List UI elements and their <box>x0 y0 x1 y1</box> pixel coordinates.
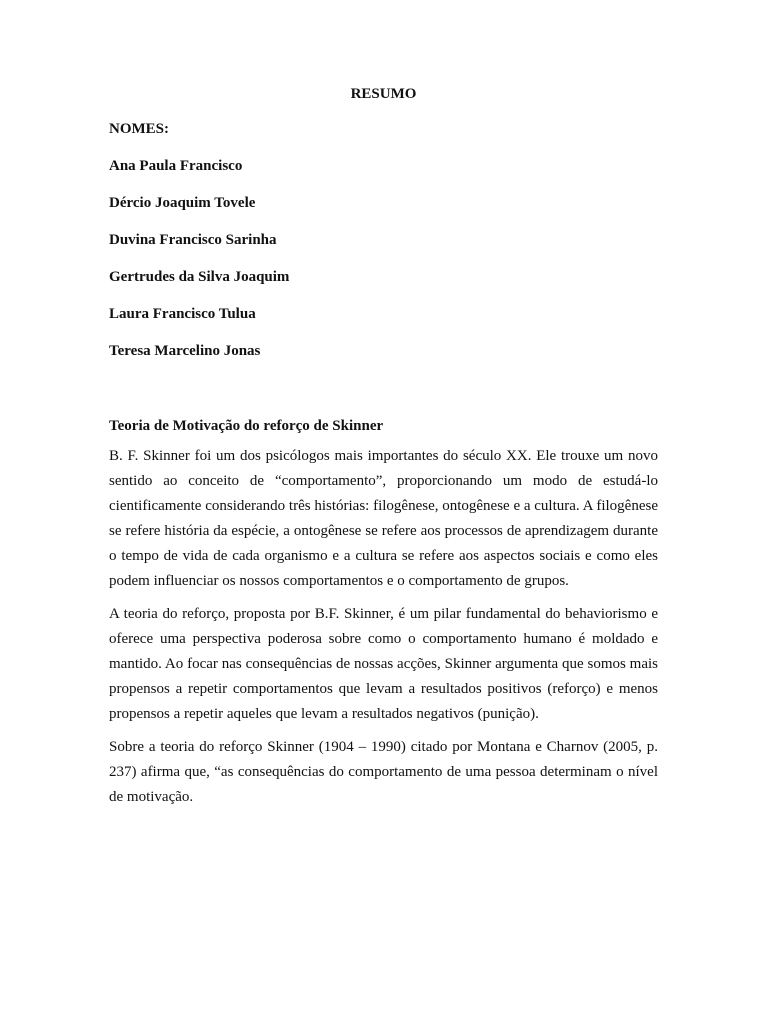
name-item: Gertrudes da Silva Joaquim <box>109 269 290 285</box>
name-item: Ana Paula Francisco <box>109 158 243 174</box>
document-page <box>109 84 658 818</box>
name-item: Teresa Marcelino Jonas <box>109 343 261 359</box>
name-item: Laura Francisco Tulua <box>109 306 256 322</box>
names-label: NOMES: <box>109 121 169 137</box>
section-heading: Teoria de Motivação do reforço de Skinner <box>109 418 384 434</box>
name-item: Dércio Joaquim Tovele <box>109 195 256 211</box>
document-title: RESUMO <box>350 86 417 102</box>
paragraph: A teoria do reforço, proposta por B.F. Skinner, é um pilar fundamental do behaviorismo e oferece uma perspectiva poderosa sobre como o comportamento humano é moldado e mantido. Ao focar nas consequências de nossas acções, Skinner argumenta que somos mais propensos a repetir comportamentos que levam a resultados positivos (reforço) e menos propensos a repetir aqueles que levam a resultados negativos (punição). <box>109 606 658 722</box>
name-item: Duvina Francisco Sarinha <box>109 232 277 248</box>
paragraph: B. F. Skinner foi um dos psicólogos mais importantes do século XX. Ele trouxe um novo sentido ao conceito de “comportamento”, proporcionando um modo de estudá-lo cientificamente considerando três histórias: filogênese, ontogênese e a cultura. A filogênese se refere história da espécie, a ontogênese se refere aos processos de aprendizagem durante o tempo de vida de cada organismo e a cultura se refere aos aspectos sociais e como eles podem influenciar os nossos comportamentos e o comportamento de grupos. <box>109 448 658 589</box>
paragraph: Sobre a teoria do reforço Skinner (1904 – 1990) citado por Montana e Charnov (2005, p. 237) afirma que, “as consequências do comportamento de uma pessoa determinam o nível de motivação. <box>109 739 658 805</box>
